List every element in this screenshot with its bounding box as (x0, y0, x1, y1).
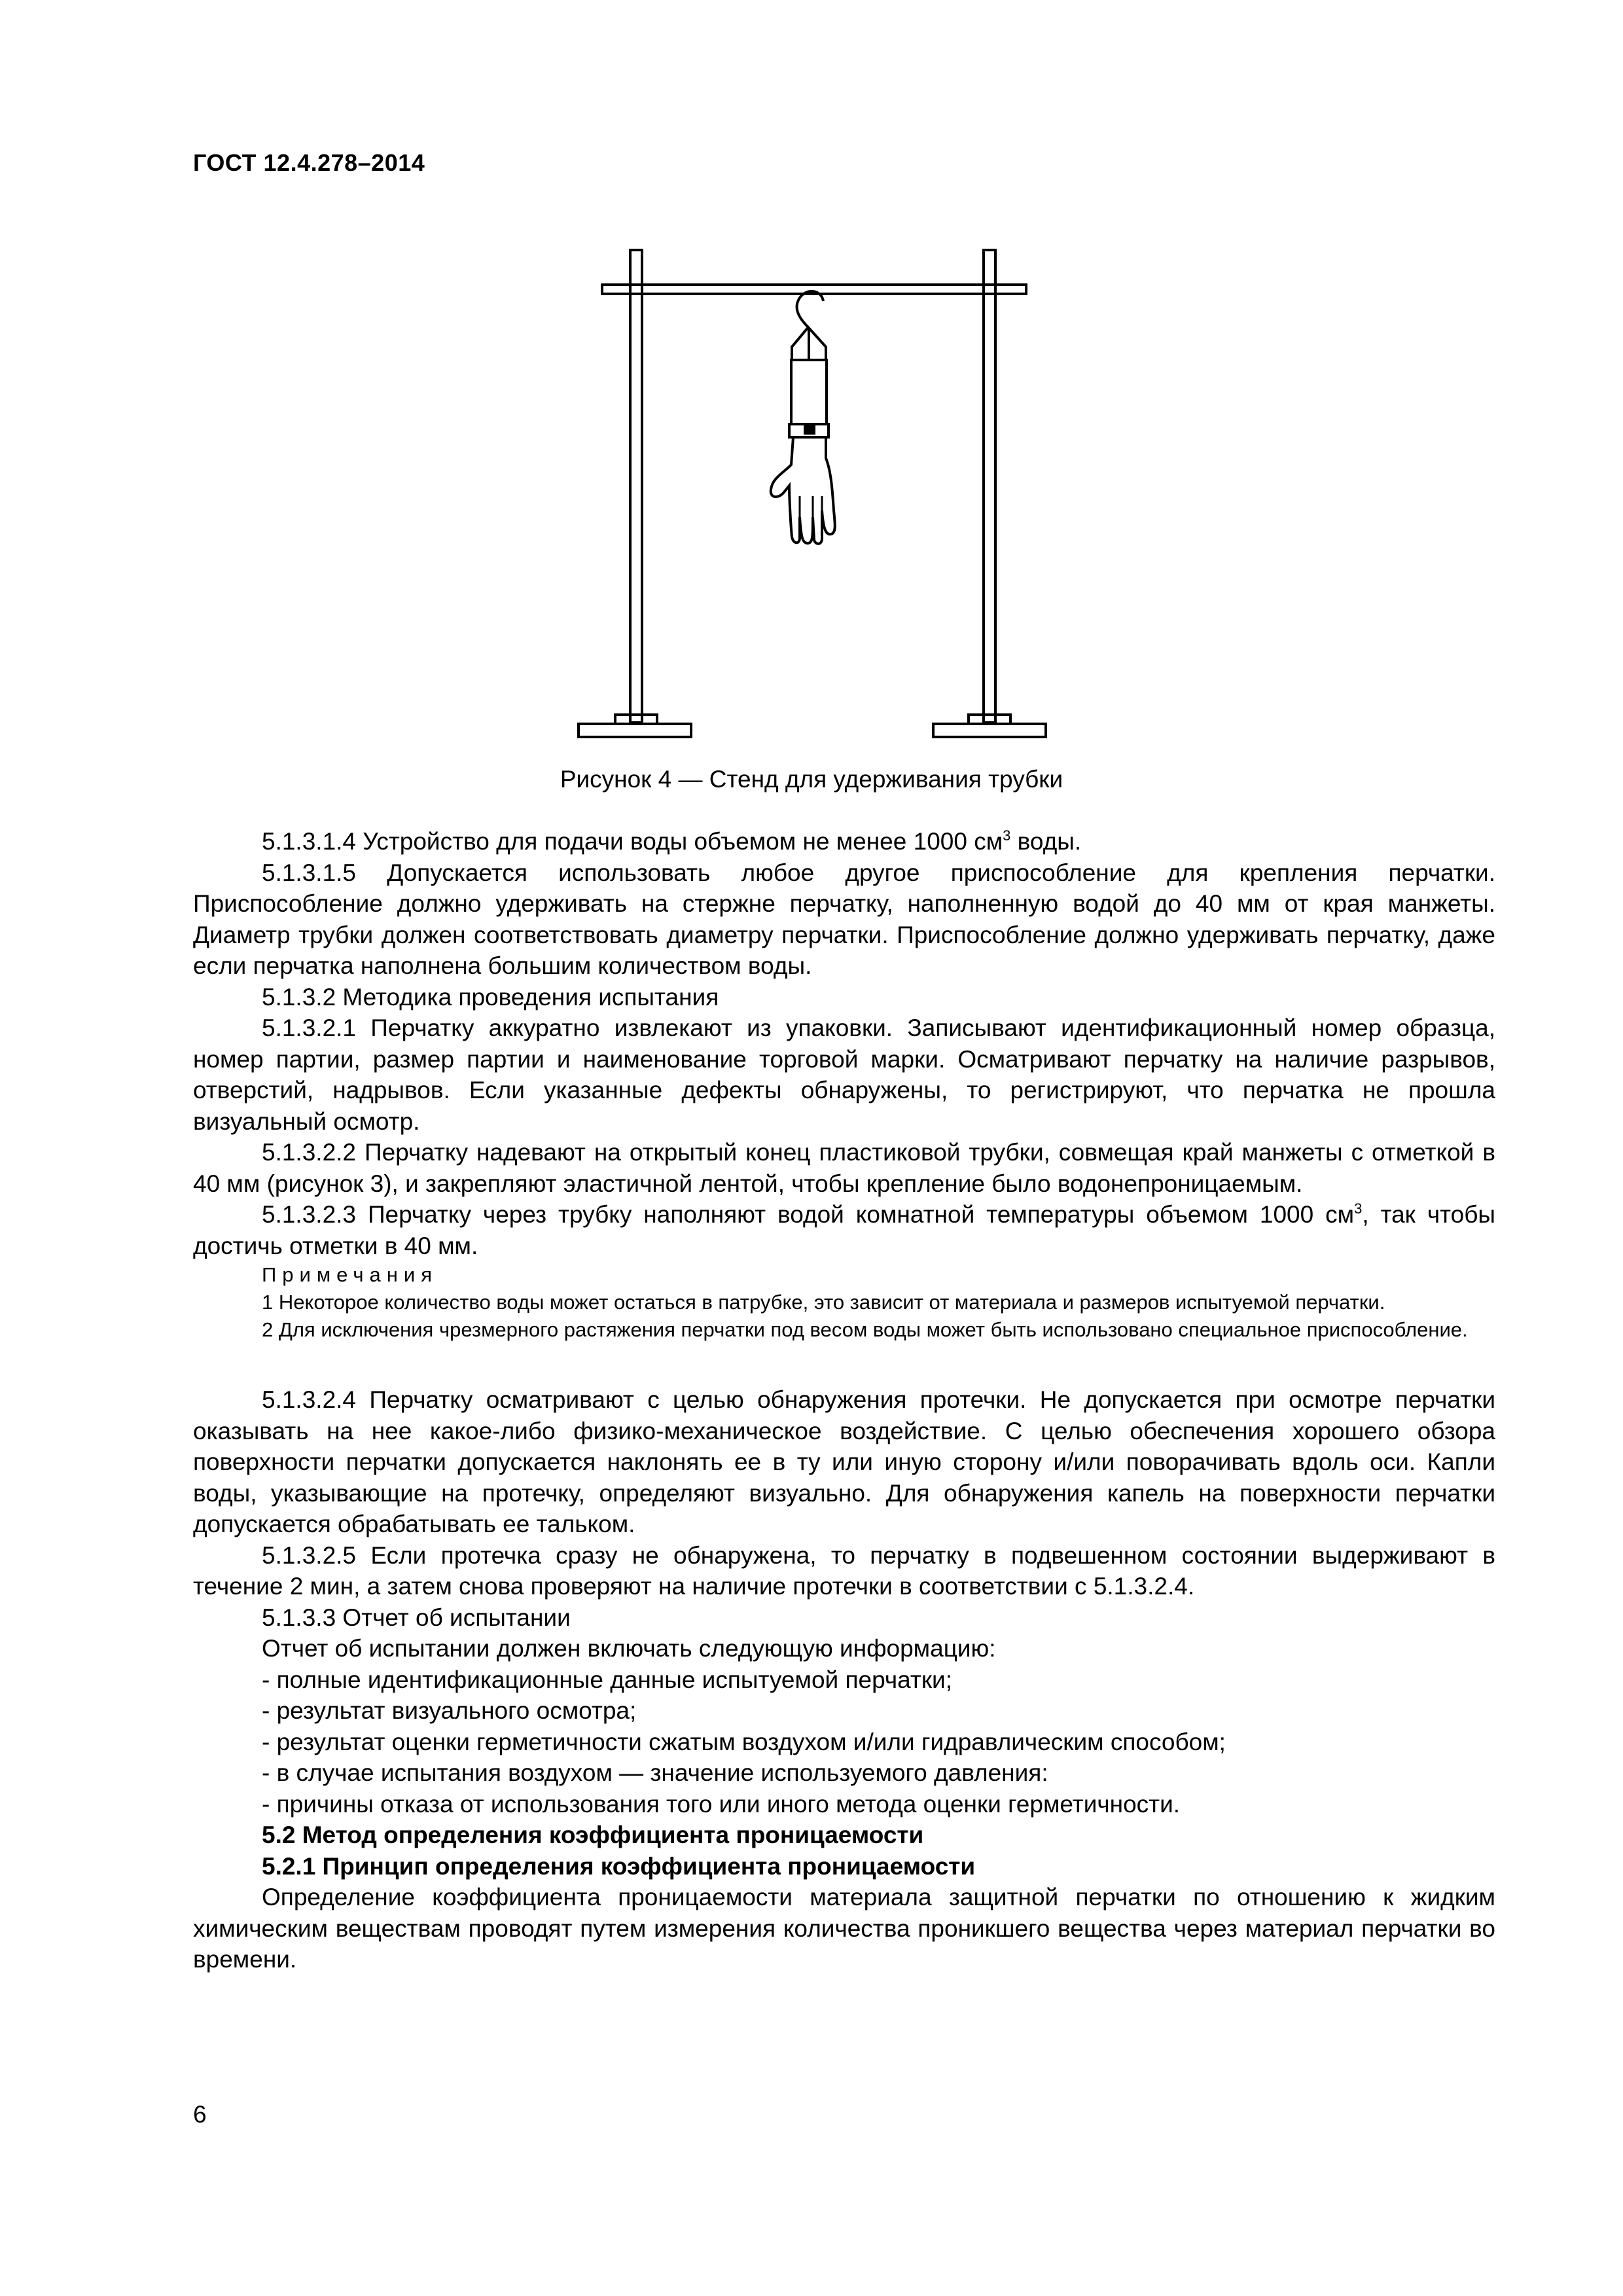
list-item: - в случае испытания воздухом — значение используемого давления: (262, 1759, 1048, 1786)
section-heading-5-2-1: 5.2.1 Принцип определения коэффициента проницаемости (262, 1852, 976, 1880)
notes-heading: Примечания (262, 1263, 438, 1286)
glove-icon (771, 437, 835, 544)
list-item: - полные идентификационные данные испытуемой перчатки; (262, 1666, 952, 1693)
tube-icon (789, 327, 829, 437)
left-post (630, 250, 642, 723)
document-header: ГОСТ 12.4.278–2014 (193, 149, 425, 176)
right-post (984, 250, 995, 723)
paragraph-5-1-3-2-4: 5.1.3.2.4 Перчатку осматривают с целью обнаружения протечки. Не допускается при осмотре перчатки оказывать на нее какое-либо физико-механическое воздействие. С целью обеспечения хорошего обзора поверхности перчатки допускается наклонять ее в ту или иную сторону и/или поворачивать вдоль оси. Капли воды, указывающие на протечку, определяют визуально. Для обнаружения капель на поверхности перчатки допускается обрабатывать ее тальком. (193, 1386, 1495, 1537)
paragraph-5-1-3-1-4: 5.1.3.1.4 Устройство для подачи воды объемом не менее 1000 $см^3$ воды. (262, 827, 1082, 855)
note-1: 1 Некоторое количество воды может остаться в патрубке, это зависит от материала и размеров испытуемой перчатки. (262, 1291, 1385, 1314)
paragraph-5-1-3-2-5: 5.1.3.2.5 Если протечка сразу не обнаружена, то перчатку в подвешенном состоянии выдерживают в течение 2 мин, а затем снова проверяют на наличие протечки в соответствии с 5.1.3.2.4. (193, 1541, 1495, 1600)
list-item: - причины отказа от использования того или иного метода оценки герметичности. (262, 1790, 1181, 1818)
figure-caption: Рисунок 4 — Стенд для удерживания трубки (560, 766, 1063, 793)
page-number: 6 (193, 2101, 207, 2128)
stand-diagram (563, 242, 1060, 766)
paragraph-report-intro: Отчет об испытании должен включать следующую информацию: (262, 1635, 996, 1662)
document-body (193, 826, 1495, 1975)
left-base (579, 724, 691, 737)
paragraph-5-2-1: Определение коэффициента проницаемости материала защитной перчатки по отношению к жидким химическим веществам проводят путем измерения количества проникшего вещества через материал перчатки во времени. (193, 1884, 1495, 1973)
figure-stand (563, 242, 1060, 766)
note-2: 2 Для исключения чрезмерного растяжения перчатки под весом воды может быть использовано специальное приспособление. (262, 1318, 1468, 1341)
list-item: - результат визуального осмотра; (262, 1697, 637, 1724)
paragraph-5-1-3-2-1: 5.1.3.2.1 Перчатку аккуратно извлекают из упаковки. Записывают идентификационный номер образца, номер партии, размер партии и наименование торговой марки. Осматривают перчатку на наличие разрывов, отверстий, надрывов. Если указанные дефекты обнаружены, то регистрируют, что перчатка не прошла визуальный осмотр. (193, 1014, 1495, 1135)
paragraph-5-1-3-1-5: 5.1.3.1.5 Допускается использовать любое другое приспособление для крепления перчатки. Приспособление должно удерживать на стержне перчатку, наполненную водой до 40 мм от края манжеты. Диаметр трубки должен соответствовать диаметру перчатки. Приспособление должно удерживать перчатку, даже если перчатка наполнена большим количеством воды. (193, 859, 1495, 979)
section-heading-5-2: 5.2 Метод определения коэффициента проницаемости (262, 1821, 924, 1848)
list-item: - результат оценки герметичности сжатым воздухом и/или гидравлическим способом; (262, 1728, 1226, 1755)
hook-icon (797, 291, 823, 327)
paragraph-5-1-3-2-3: 5.1.3.2.3 Перчатку через трубку наполняют водой комнатной температуры объемом 1000 $см^3$, так чтобы достичь отметки в 40 мм. (193, 1200, 1495, 1259)
paragraph-5-1-3-2-2: 5.1.3.2.2 Перчатку надевают на открытый конец пластиковой трубки, совмещая край манжеты с отметкой в 40 мм (рисунок 3), и закрепляют эластичной лентой, чтобы крепление было водонепроницаемым. (193, 1139, 1495, 1197)
paragraph-5-1-3-2: 5.1.3.2 Методика проведения испытания (262, 983, 719, 1011)
paragraph-5-1-3-3: 5.1.3.3 Отчет об испытании (262, 1604, 571, 1631)
right-base (933, 724, 1046, 737)
